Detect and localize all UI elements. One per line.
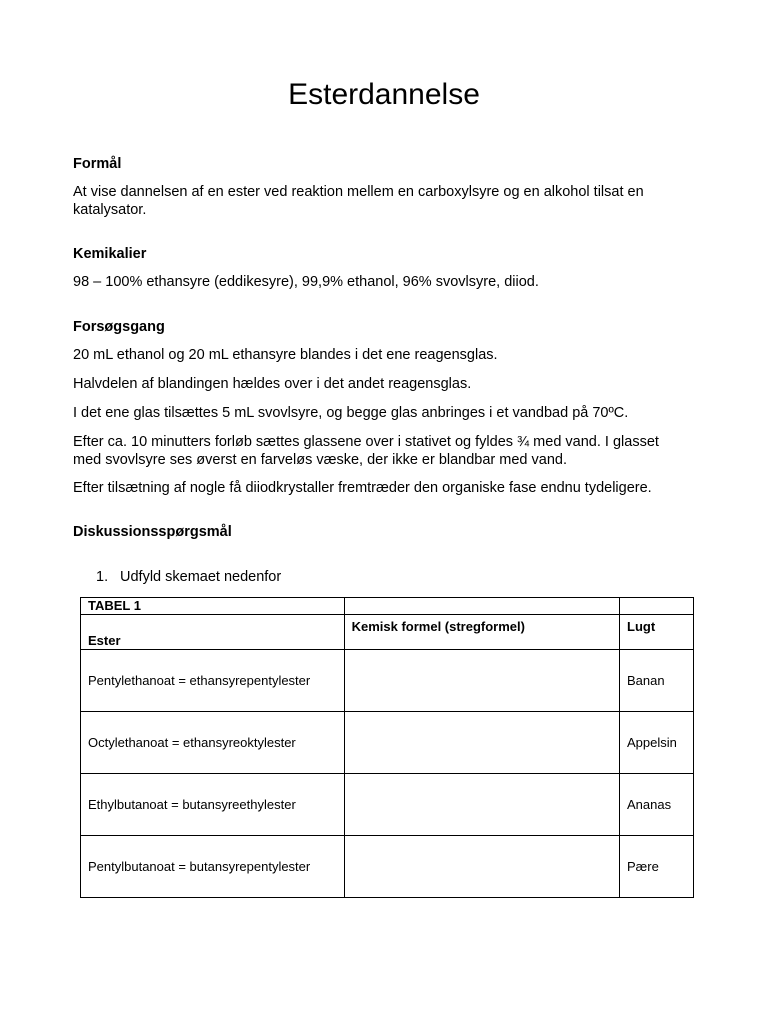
page-title: Esterdannelse [288,78,480,111]
table-caption: TABEL 1 [81,598,345,615]
procedure-step: Halvdelen af blandingen hældes over i det andet reagensglas. [73,376,472,392]
table-header-row [81,615,694,650]
formula-cell[interactable] [344,650,619,712]
procedure-step: I det ene glas tilsættes 5 mL svovlsyre, og begge glas anbringes i et vandbad på 70ºC. [73,405,629,421]
ester-name-cell: Ethylbutanoat = butansyreethylester [81,774,345,836]
section-heading-forsoegsgang: Forsøgsgang [73,319,165,335]
column-header-ester: Ester [81,615,345,650]
table-row [81,836,694,898]
formula-cell[interactable] [344,774,619,836]
procedure-step: Efter tilsætning af nogle få diiodkrystaller fremtræder den organiske fase endnu tydeligere. [73,480,652,496]
procedure-step: Efter ca. 10 minutters forløb sættes glassene over i stativet og fyldes ¾ med vand. I glasset med svovlsyre ses øverst en farveløs væske, der ikke er blandbar med vand. [73,434,659,468]
column-header-formel: Kemisk formel (stregformel) [344,615,619,650]
table-caption-row [81,598,694,615]
procedure-step: 20 mL ethanol og 20 mL ethansyre blandes i det ene reagensglas. [73,347,498,363]
smell-cell: Ananas [620,774,694,836]
formaal-text: At vise dannelsen af en ester ved reaktion mellem en carboxylsyre og en alkohol tilsat en katalysator. [73,184,644,218]
table-row [81,712,694,774]
formula-cell[interactable] [344,836,619,898]
smell-cell: Banan [620,650,694,712]
empty-cell [344,598,619,615]
list-item [96,568,281,586]
ester-table [80,597,694,898]
ester-name-cell: Octylethanoat = ethansyreoktylester [81,712,345,774]
list-item-text: Udfyld skemaet nedenfor [120,569,282,585]
smell-cell: Appelsin [620,712,694,774]
section-heading-formaal: Formål [73,156,122,172]
empty-cell [620,598,694,615]
column-header-lugt: Lugt [620,615,694,650]
ester-name-cell: Pentylethanoat = ethansyrepentylester [81,650,345,712]
section-heading-kemikalier: Kemikalier [73,246,147,262]
formula-cell[interactable] [344,712,619,774]
list-item-number: 1. [96,569,109,585]
section-heading-diskussion: Diskussionsspørgsmål [73,524,232,540]
table-row [81,774,694,836]
kemikalier-text: 98 – 100% ethansyre (eddikesyre), 99,9% ethanol, 96% svovlsyre, diiod. [73,274,539,290]
smell-cell: Pære [620,836,694,898]
table-row [81,650,694,712]
ester-name-cell: Pentylbutanoat = butansyrepentylester [81,836,345,898]
